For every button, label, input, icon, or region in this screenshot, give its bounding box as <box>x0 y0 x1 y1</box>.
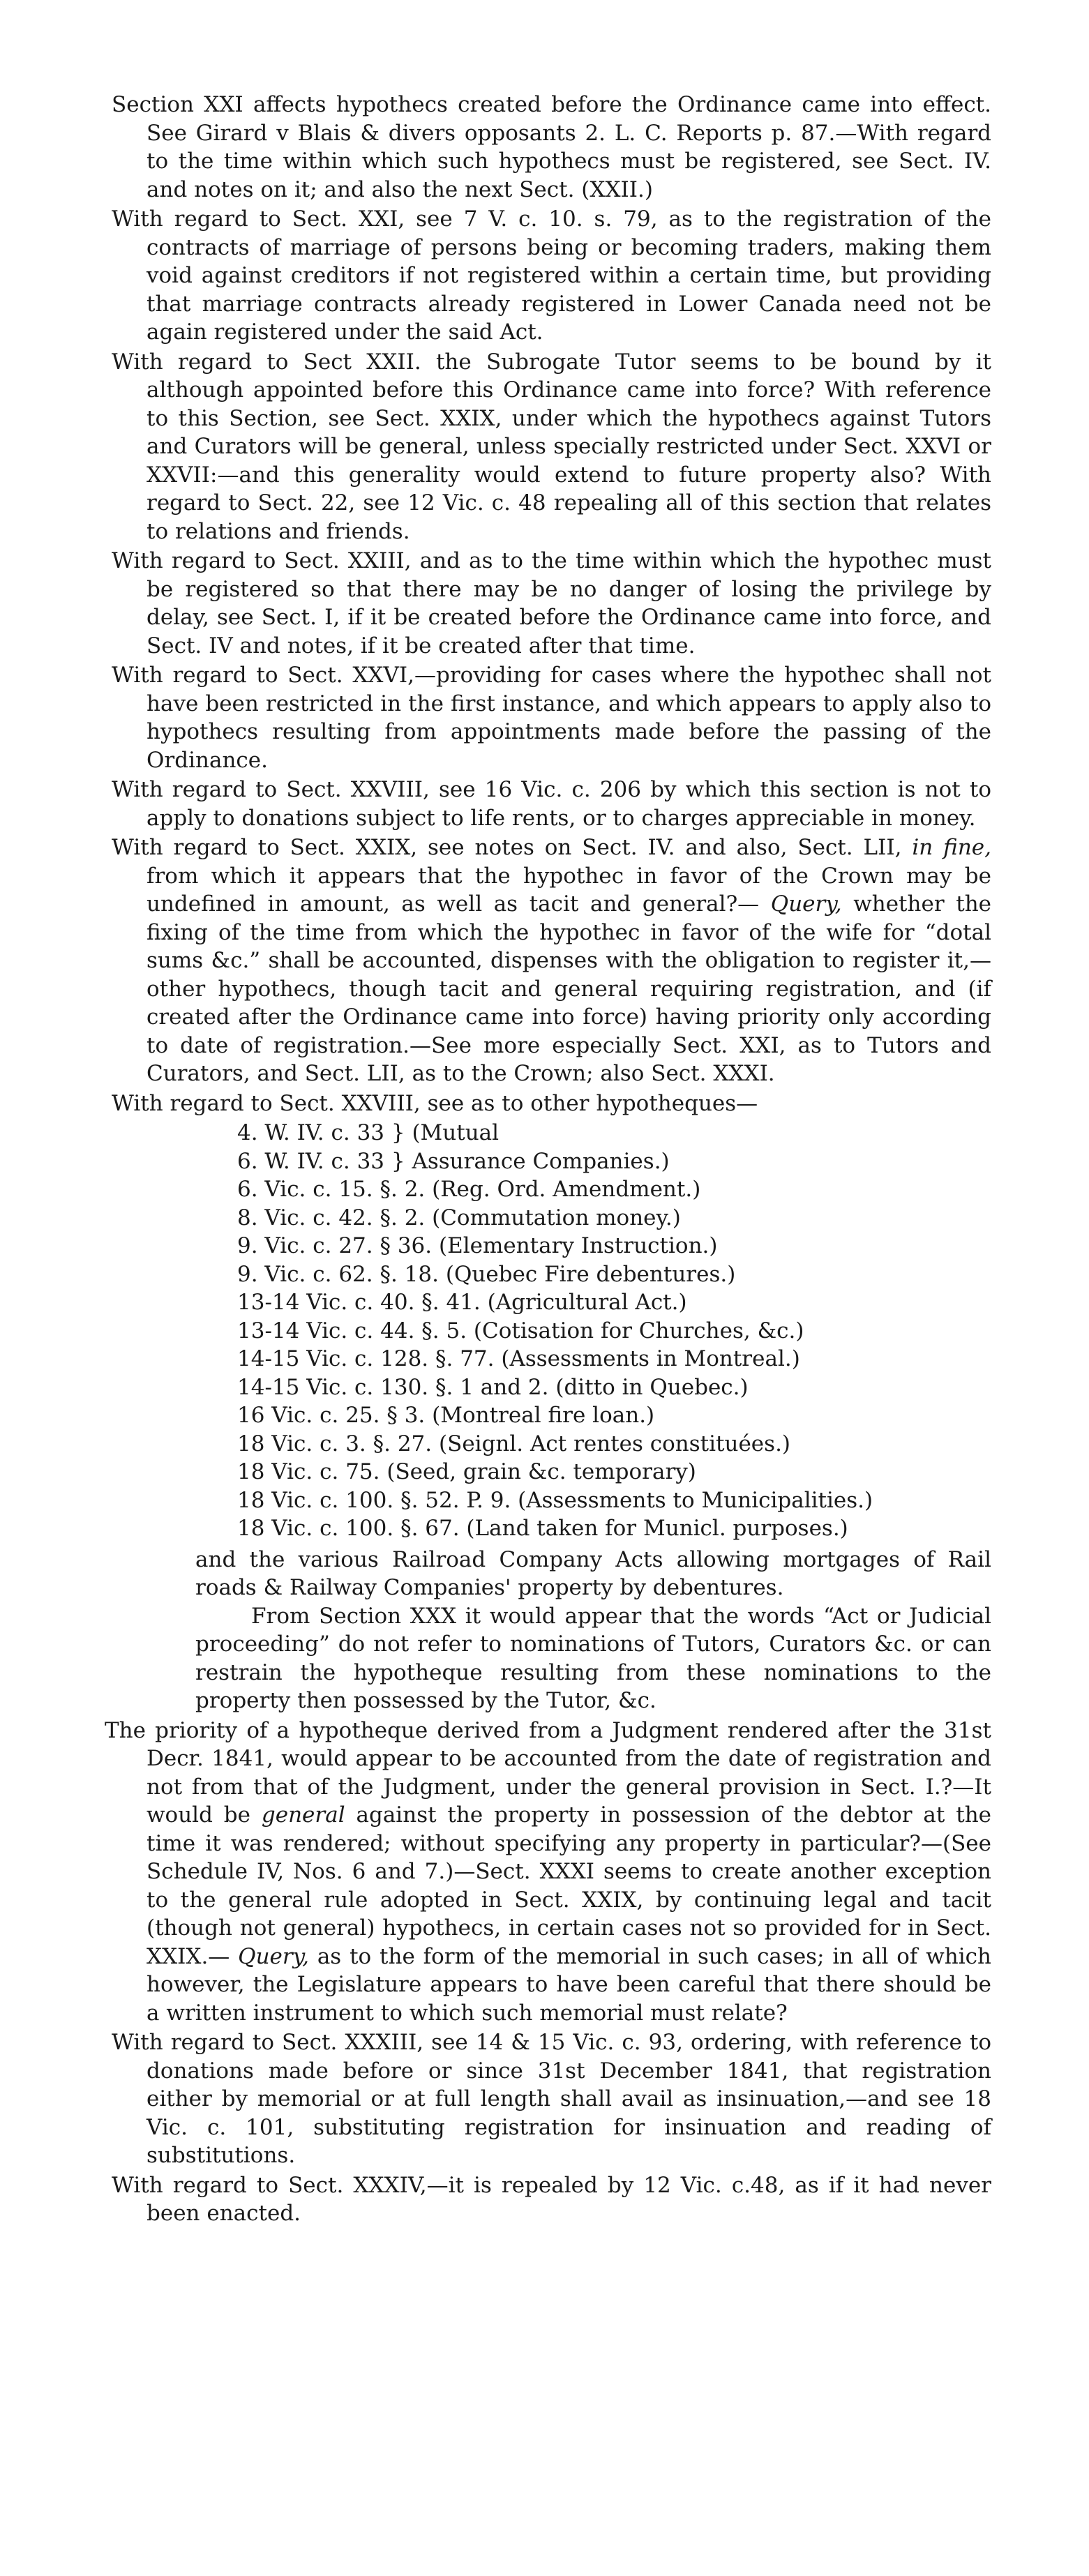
paragraph-section-xxxiii: With regard to Sect. XXXIII, see 14 & 15 Vic. c. 93, ordering, with reference to donations made before or since 31st December 1841, that registration either by memorial or at full length shall avail as insinuation,—and see 18 Vic. c. 101, substituting registration for insinuation and reading of substitutions. <box>112 2030 991 2168</box>
list-item: 18 Vic. c. 100. §. 52. P. 9. (Assessments to Municipalities.) <box>237 1487 873 1513</box>
list-item: 14-15 Vic. c. 128. §. 77. (Assessments in Montreal.) <box>237 1346 800 1371</box>
paragraph-section-xxix <box>105 834 991 1088</box>
list-item: 18 Vic. c. 3. §. 27. (Seignl. Act rentes constituées.) <box>237 1431 791 1456</box>
paragraph-section-xxvi: With regard to Sect. XXVI,—providing for cases where the hypothec shall not have been restricted in the first instance, and which appears to apply also to hypothecs resulting from appointments made before the passing of the Ordinance. <box>112 663 991 773</box>
paragraph-section-xxx: From Section XXX it would appear that the words “Act or Judicial proceeding” do not refer to nominations of Tutors, Curators &c. or can restrain the hypotheque resulting from these nominations to the property then possessed by the Tutor, &c. <box>195 1603 991 1713</box>
list-item: 13-14 Vic. c. 44. §. 5. (Cotisation for Churches, &c.) <box>237 1318 804 1343</box>
list-item: 6. W. IV. c. 33 } Assurance Companies.) <box>237 1148 670 1174</box>
italic-run: in fine, <box>912 835 992 860</box>
list-item: 6. Vic. c. 15. §. 2. (Reg. Ord. Amendment.) <box>237 1177 701 1202</box>
list-item: 9. Vic. c. 27. § 36. (Elementary Instruction.) <box>237 1233 718 1258</box>
text-run: from which it appears that the hypothec in favor of the Crown may be undefined in amount, as well as tacit and general?— <box>147 863 991 917</box>
list-item: 18 Vic. c. 75. (Seed, grain &c. temporary) <box>237 1459 696 1484</box>
paragraph-railroad-acts: and the various Railroad Company Acts allowing mortgages of Rail roads & Railway Companies' property by debentures. <box>195 1546 991 1600</box>
paragraph-judgment-priority <box>105 1717 991 2028</box>
paragraph-section-xxi: Section XXI affects hypothecs created before the Ordinance came into effect. See Girard v Blais & divers opposants 2. L. C. Reports p. 87.—With regard to the time within which such hypothecs must be registered, see Sect. IV. and notes on it; and also the next Sect. (XXII.) <box>112 92 991 202</box>
paragraph-other-hypotheques: With regard to Sect. XXVIII, see as to other hypotheques— <box>112 1090 758 1116</box>
paragraph-section-xxxiv: With regard to Sect. XXXIV,—it is repealed by 12 Vic. c.48, as if it had never been enacted. <box>112 2172 991 2226</box>
list-item: 18 Vic. c. 100. §. 67. (Land taken for Municl. purposes.) <box>237 1516 848 1541</box>
italic-run: Query, <box>238 1943 309 1969</box>
text-run: whether the fixing of the time from which the hypothec in favor of the wife for “dotal sums &c.” shall be accounted, dispenses with the obligation to register it,—other hypothecs, though tacit and general requiring registration, and (if created after the Ordinance came into force) having priority only according to date of registration.—See more especially Sect. XXI, as to Tutors and Curators, and Sect. LII, as to the Crown; also Sect. XXXI. <box>147 891 992 1086</box>
paragraph-registration-marriage: With regard to Sect. XXI, see 7 V. c. 10. s. 79, as to the registration of the contracts of marriage of persons being or becoming traders, making them void against creditors if not registered within a certain time, but providing that marriage contracts already registered in Lower Canada need not be again registered under the said Act. <box>112 206 991 345</box>
list-item: 13-14 Vic. c. 40. §. 41. (Agricultural Act.) <box>237 1290 687 1315</box>
acts-list <box>105 1119 991 1543</box>
list-item: 14-15 Vic. c. 130. §. 1 and 2. (ditto in Quebec.) <box>237 1374 749 1400</box>
list-item: 16 Vic. c. 25. § 3. (Montreal fire loan.) <box>237 1403 655 1428</box>
paragraph-subrogate-tutor: With regard to Sect XXII. the Subrogate Tutor seems to be bound by it although appointed before this Ordinance came into force? With reference to this Section, see Sect. XXIX, under which the hypothecs against Tutors and Curators will be general, unless specially restricted under Sect. XXVI or XXVII:—and this generality would extend to future property also? With regard to Sect. 22, see 12 Vic. c. 48 repealing all of this section that relates to relations and friends. <box>112 349 991 544</box>
list-item: 8. Vic. c. 42. §. 2. (Commutation money.) <box>237 1205 681 1230</box>
list-item: 9. Vic. c. 62. §. 18. (Quebec Fire debentures.) <box>237 1261 736 1287</box>
text-run: as to the form of the memorial in such cases; in all of which however, the Legislature appears to have been careful that there should be a written instrument to which such memorial must relate? <box>147 1943 991 2026</box>
text-run: The priority of a hypotheque derived from a Judgment rendered after the 31st Decr. 1841, would appear to be accounted from the date of registration and not from that of the Judgment, under the general provision in Sect. I.?—It would be <box>105 1717 991 1828</box>
italic-run: Query, <box>770 891 842 917</box>
text-run: against the property in possession of the debtor at the time it was rendered; without specifying any property in particular?—(See Schedule IV, Nos. 6 and 7.)—Sect. XXXI seems to create another exception to the general rule adopted in Sect. XXIX, by continuing legal and tacit (though not general) hypothecs, in certain cases not so provided for in Sect. XXIX.— <box>147 1802 992 1969</box>
paragraph-section-xxiii: With regard to Sect. XXIII, and as to the time within which the hypothec must be registered so that there may be no danger of losing the privilege by delay, see Sect. I, if it be created before the Ordinance came into force, and Sect. IV and notes, if it be created after that time. <box>112 548 991 658</box>
paragraph-section-xxviii: With regard to Sect. XXVIII, see 16 Vic. c. 206 by which this section is not to apply to donations subject to life rents, or to charges appreciable in money. <box>112 777 991 831</box>
text-run: With regard to Sect. XXIX, see notes on Sect. IV. and also, Sect. LII, <box>112 835 902 860</box>
list-item: 4. W. IV. c. 33 } (Mutual <box>237 1120 500 1145</box>
italic-run: general <box>261 1802 345 1828</box>
